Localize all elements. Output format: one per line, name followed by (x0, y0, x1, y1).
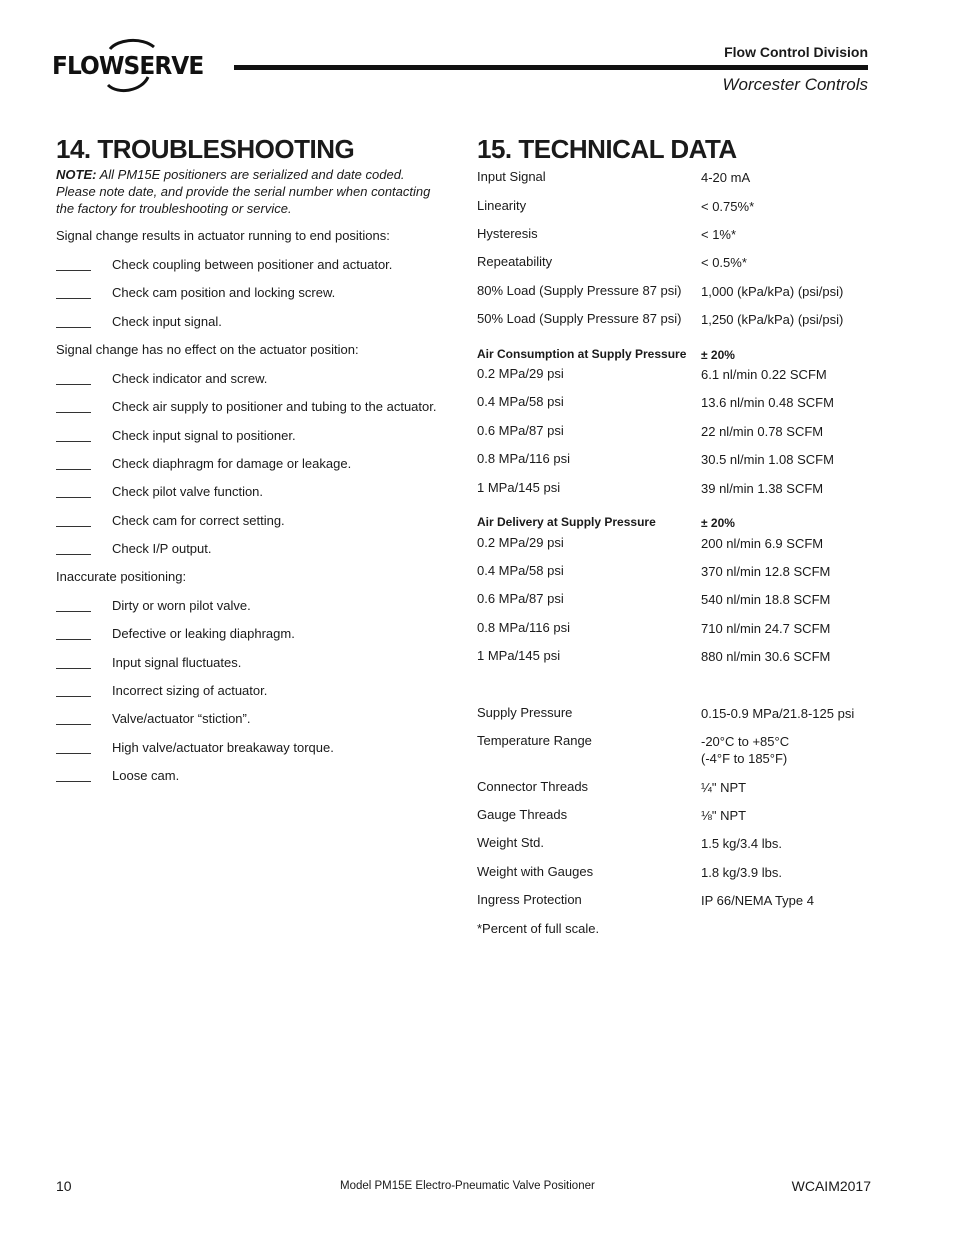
spec-value: 200 nl/min 6.9 SCFM (701, 536, 824, 551)
spec-label: Linearity (477, 198, 527, 213)
check-blank-line (56, 639, 91, 640)
check-blank-line (56, 724, 91, 725)
spec-value: 1.8 kg/3.9 lbs. (701, 865, 782, 880)
spec-value: 39 nl/min 1.38 SCFM (701, 481, 824, 496)
spec-label: 0.2 MPa/29 psi (477, 535, 564, 550)
check-blank-line (56, 298, 91, 299)
spec-value: ± 20% (701, 348, 735, 362)
spec-value: -20°C to +85°C (-4°F to 185°F) (701, 734, 790, 766)
checklist-item-text: Check I/P output. (112, 541, 212, 556)
subdivision-label: Worcester Controls (722, 75, 868, 94)
spec-value: 22 nl/min 0.78 SCFM (701, 424, 824, 439)
check-blank-line (56, 753, 91, 754)
checklist-item-text: Check coupling between positioner and actuator. (112, 257, 393, 272)
footer-title: Model PM15E Electro-Pneumatic Valve Positioner (340, 1180, 595, 1192)
checklist-item-text: Check input signal to positioner. (112, 428, 296, 443)
header-rule (234, 65, 868, 70)
spec-label: 0.8 MPa/116 psi (477, 451, 570, 466)
spec-label: Supply Pressure (477, 705, 573, 720)
spec-label: 1 MPa/145 psi (477, 480, 561, 495)
spec-label: Hysteresis (477, 226, 538, 241)
check-blank-line (56, 526, 91, 527)
check-blank-line (56, 327, 91, 328)
technical-data-heading: 15. TECHNICAL DATA (477, 134, 737, 164)
check-blank-line (56, 384, 91, 385)
spec-label: 0.2 MPa/29 psi (477, 366, 564, 381)
spec-label: 0.6 MPa/87 psi (477, 591, 564, 606)
spec-value: 6.1 nl/min 0.22 SCFM (701, 367, 827, 382)
spec-label: 50% Load (Supply Pressure 87 psi) (477, 311, 682, 326)
spec-value: 540 nl/min 18.8 SCFM (701, 592, 831, 607)
spec-label: Input Signal (477, 169, 546, 184)
check-blank-line (56, 554, 91, 555)
checklist-item-text: Check pilot valve function. (112, 484, 264, 499)
spec-value: < 1%* (701, 227, 737, 242)
spec-value: 880 nl/min 30.6 SCFM (701, 649, 831, 664)
spec-label: 0.4 MPa/58 psi (477, 563, 564, 578)
spec-value: 4-20 mA (701, 170, 751, 185)
troubleshooting-heading: 14. TROUBLESHOOTING (56, 134, 355, 164)
check-blank-line (56, 270, 91, 271)
spec-value: < 0.75%* (701, 199, 755, 214)
spec-label: 0.6 MPa/87 psi (477, 423, 564, 438)
spec-value: 13.6 nl/min 0.48 SCFM (701, 395, 834, 410)
troubleshooting-note (56, 166, 446, 217)
spec-label: Ingress Protection (477, 892, 582, 907)
spec-value: 710 nl/min 24.7 SCFM (701, 621, 831, 636)
spec-label: 0.4 MPa/58 psi (477, 394, 564, 409)
check-blank-line (56, 441, 91, 442)
note-label: NOTE: (56, 167, 97, 182)
spec-value: IP 66/NEMA Type 4 (701, 893, 814, 908)
spec-value: < 0.5%* (701, 255, 747, 270)
spec-value: 370 nl/min 12.8 SCFM (701, 564, 831, 579)
flowserve-logo (52, 37, 212, 97)
spec-value: 1.5 kg/3.4 lbs. (701, 836, 782, 851)
spec-label: Repeatability (477, 254, 553, 269)
check-blank-line (56, 412, 91, 413)
spec-label: 80% Load (Supply Pressure 87 psi) (477, 283, 682, 298)
spec-value: ± 20% (701, 516, 735, 530)
logo-wordmark: FLOWSERVE (52, 51, 204, 80)
spec-value: 1,250 (kPa/kPa) (psi/psi) (701, 312, 844, 327)
spec-label: Weight Std. (477, 835, 544, 850)
checklist-item-text: Check air supply to positioner and tubing to the actuator. (112, 399, 437, 414)
check-blank-line (56, 781, 91, 782)
division-label: Flow Control Division (724, 44, 868, 60)
checklist-item-text: Check input signal. (112, 314, 222, 329)
checklist-group-title: Signal change results in actuator running to end positions: (56, 228, 390, 243)
checklist-item-text: Dirty or worn pilot valve. (112, 598, 251, 613)
checklist-item-text: Incorrect sizing of actuator. (112, 683, 268, 698)
check-blank-line (56, 668, 91, 669)
checklist-group-title: Signal change has no effect on the actuator position: (56, 342, 359, 357)
checklist-group-title: Inaccurate positioning: (56, 569, 187, 584)
spec-value: 30.5 nl/min 1.08 SCFM (701, 452, 834, 467)
spec-label: *Percent of full scale. (477, 921, 600, 936)
spec-label: 0.8 MPa/116 psi (477, 620, 570, 635)
spec-value: 0.15-0.9 MPa/21.8-125 psi (701, 706, 855, 721)
note-text: All PM15E positioners are serialized and date coded. Please note date, and provide the serial number when contacting the factory for troubleshooting or service. (56, 167, 431, 216)
check-blank-line (56, 497, 91, 498)
spec-value: 1,000 (kPa/kPa) (psi/psi) (701, 284, 844, 299)
checklist-item-text: Check cam position and locking screw. (112, 285, 336, 300)
page-number: 10 (56, 1178, 72, 1194)
spec-value: ¼" NPT (701, 780, 747, 795)
spec-label: Temperature Range (477, 733, 592, 748)
spec-label: Air Delivery at Supply Pressure (477, 515, 656, 529)
document-code: WCAIM2017 (791, 1178, 871, 1194)
spec-label: Weight with Gauges (477, 864, 594, 879)
spec-label: Air Consumption at Supply Pressure (477, 347, 687, 361)
spec-label: 1 MPa/145 psi (477, 648, 561, 663)
checklist-item-text: Valve/actuator “stiction”. (112, 711, 251, 726)
check-blank-line (56, 469, 91, 470)
checklist-item-text: High valve/actuator breakaway torque. (112, 740, 334, 755)
checklist-item-text: Loose cam. (112, 768, 180, 783)
checklist-item-text: Defective or leaking diaphragm. (112, 626, 295, 641)
checklist-item-text: Check cam for correct setting. (112, 513, 285, 528)
checklist-item-text: Input signal fluctuates. (112, 655, 242, 670)
checklist-item-text: Check diaphragm for damage or leakage. (112, 456, 352, 471)
check-blank-line (56, 611, 91, 612)
check-blank-line (56, 696, 91, 697)
spec-label: Gauge Threads (477, 807, 568, 822)
spec-label: Connector Threads (477, 779, 589, 794)
checklist-item-text: Check indicator and screw. (112, 371, 268, 386)
spec-value: ⅛" NPT (701, 808, 747, 823)
